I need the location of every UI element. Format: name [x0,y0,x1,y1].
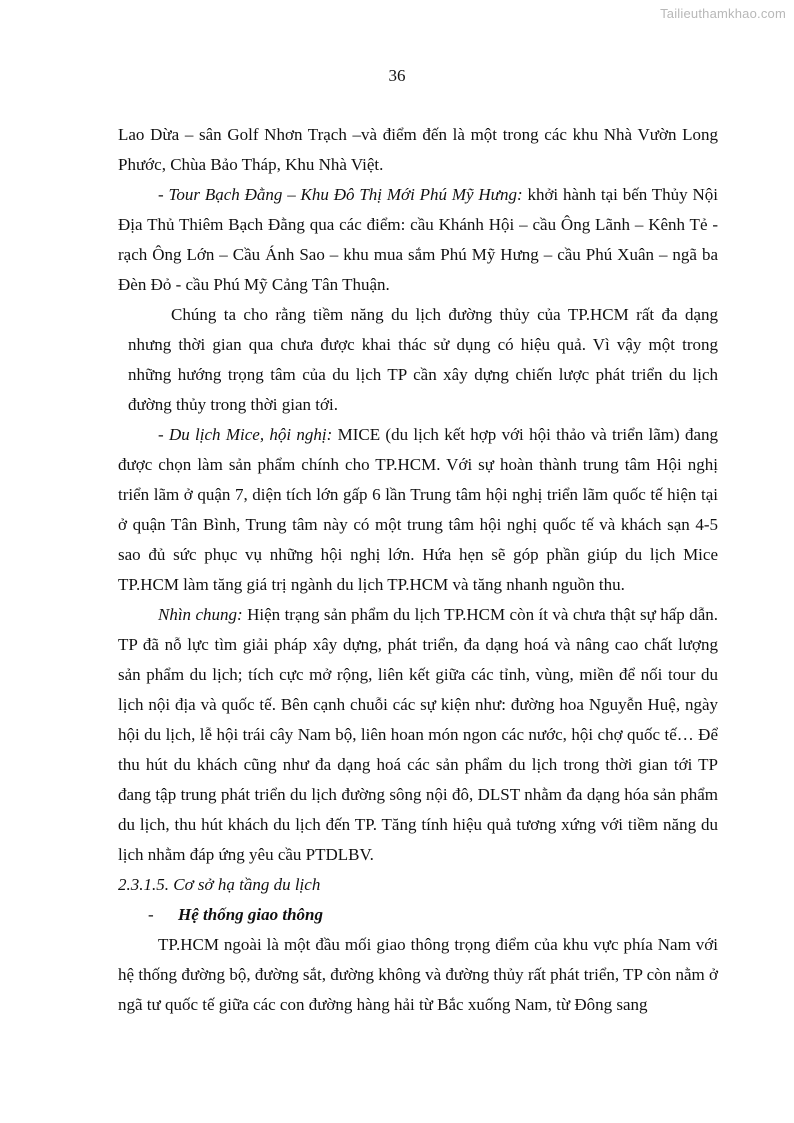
subheading-transport [118,900,718,930]
paragraph-lead: - Tour Bạch Đằng – Khu Đô Thị Mới Phú Mỹ Hưng: [158,185,523,204]
paragraph-mice [118,420,718,600]
paragraph-text: MICE (du lịch kết hợp với hội thảo và triển lãm) đang được chọn làm sản phẩm chính cho TP.HCM. Với sự hoàn thành trung tâm Hội nghị triển lãm ở quận 7, diện tích lớn gấp 6 lần Trung tâm hội nghị triển lãm quốc tế hiện tại ở quận Tân Bình, Trung tâm này có một trung tâm hội nghị quốc tế và khách sạn 4-5 sao đủ sức phục vụ những hội nghị lớn. Hứa hẹn sẽ góp phần giúp du lịch Mice TP.HCM làm tăng giá trị ngành du lịch TP.HCM và tăng nhanh nguồn thu. [118,425,719,594]
section-heading-text: 2.3.1.5. Cơ sở hạ tầng du lịch [118,875,321,894]
paragraph-text: Lao Dừa – sân Golf Nhơn Trạch –và điểm đến là một trong các khu Nhà Vườn Long Phước, Chùa Bảo Tháp, Khu Nhà Việt. [118,125,718,174]
paragraph-tour-bach-dang [118,180,718,300]
document-body [118,120,718,1020]
paragraph-lead: Nhìn chung: [158,605,243,624]
paragraph-text: Hiện trạng sản phẩm du lịch TP.HCM còn ít và chưa thật sự hấp dẫn. TP đã nỗ lực tìm giải pháp xây dựng, phát triển, đa dạng hoá và nâng cao chất lượng sản phẩm du lịch; tích cực mở rộng, liên kết giữa các tỉnh, vùng, miền để nối tour du lịch nội địa và quốc tế. Bên cạnh chuỗi các sự kiện như: đường hoa Nguyễn Huệ, ngày hội du lịch, lễ hội trái cây Nam bộ, liên hoan món ngon các nước, hội chợ quốc tế… Để thu hút du khách cũng như đa dạng hoá các sản phẩm du lịch trong thời gian tới TP đang tập trung phát triển du lịch đường sông nội đô, DLST nhằm đa dạng hóa sản phẩm du lịch, thu hút khách du lịch đến TP. Tăng tính hiệu quả tương xứng với tiềm năng du lịch nhằm đáp ứng yêu cầu PTDLBV. [118,605,718,864]
paragraph-text: TP.HCM ngoài là một đầu mối giao thông trọng điểm của khu vực phía Nam với hệ thống đường bộ, đường sắt, đường không và đường thủy rất phát triển, TP còn nằm ở ngã tư quốc tế giữa các con đường hàng hải từ Bắc xuống Nam, từ Đông sang [118,935,718,1014]
subheading-text: Hệ thống giao thông [178,905,324,924]
paragraph-water-tourism [118,300,718,420]
paragraph-summary [118,600,718,870]
paragraph-transport [118,930,718,1020]
page-number: 36 [388,66,406,85]
paragraph-lead: - Du lịch Mice, hội nghị: [158,425,333,444]
paragraph-text: khởi hành tại bến Thủy Nội Địa Thủ Thiêm Bạch Đằng qua các điểm: cầu Khánh Hội – cầu Ông Lãnh – Kênh Tẻ - rạch Ông Lớn – Cầu Ánh Sao – khu mua sắm Phú Mỹ Hưng – cầu Phú Xuân – ngã ba Đèn Đỏ - cầu Phú Mỹ Cảng Tân Thuận. [118,185,718,294]
bullet-dash: - [148,905,154,924]
watermark-text: Tailieuthamkhao.com [660,6,786,21]
paragraph-continuation [118,120,718,180]
section-heading [118,870,718,900]
paragraph-text: Chúng ta cho rằng tiềm năng du lịch đường thủy của TP.HCM rất đa dạng nhưng thời gian qua chưa được khai thác sử dụng có hiệu quả. Vì vậy một trong những hướng trọng tâm của du lịch TP cần xây dựng chiến lược phát triển du lịch đường thủy trong thời gian tới. [128,305,718,414]
